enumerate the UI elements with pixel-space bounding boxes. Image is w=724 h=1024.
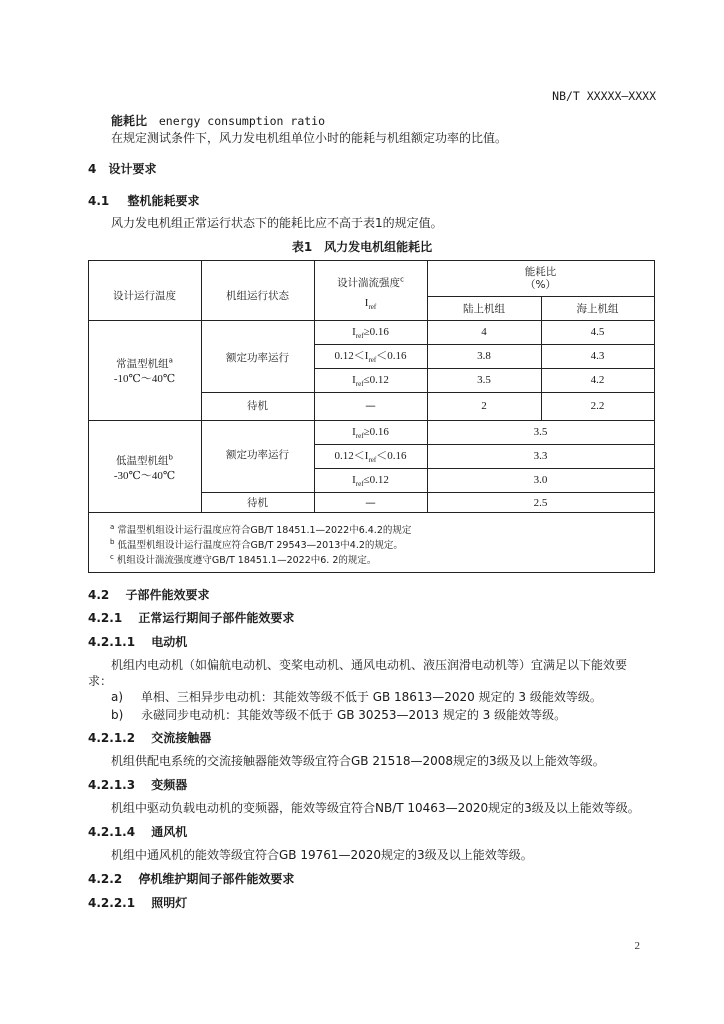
term-zh: 能耗比 [111, 114, 148, 128]
energy-ratio-table [88, 260, 655, 573]
list-text: 单相、三相异步电动机：其能效等级不低于 GB 18613—2020 规定的 3 级能效等级。 [140, 690, 602, 704]
merged-value: 3.5 [533, 426, 548, 438]
section-title: 整机能耗要求 [127, 194, 200, 208]
section-title: 照明灯 [151, 896, 188, 910]
turb-sub: ref [355, 432, 364, 441]
section-4-heading [88, 160, 157, 177]
turb-sub: ref [368, 456, 377, 465]
turb-pre: I [352, 374, 356, 386]
footnote-text: 常温型机组设计运行温度应符合GB/T 18451.1—2022中6.4.2的规定 [117, 525, 412, 536]
term-entry [111, 112, 325, 129]
table-rule [314, 368, 654, 369]
section-number: 4.2 [88, 588, 110, 602]
header-unit-state: 机组运行状态 [226, 290, 289, 302]
onshore-value: 2 [481, 400, 487, 412]
turb-post: ≥0.16 [363, 326, 389, 338]
turb-sub: ref [355, 332, 364, 341]
group-low-rated: 额定功率运行 [226, 449, 289, 461]
document-code: NB/T XXXXX—XXXX [552, 89, 656, 103]
section-4-2-1-4-heading [88, 823, 187, 840]
turb-sub: ref [355, 480, 364, 489]
merged-value: 2.5 [533, 497, 548, 509]
header-ratio-unit: （%） [525, 279, 556, 291]
turb-pre: 0.12＜I [334, 450, 369, 462]
section-title: 子部件能效要求 [125, 588, 210, 602]
table-rule [314, 444, 654, 445]
section-title: 交流接触器 [151, 731, 212, 745]
turb-post: ≤0.12 [363, 474, 389, 486]
turb-pre: 0.12＜I [334, 350, 369, 362]
group-normal-rated: 额定功率运行 [226, 352, 289, 364]
onshore-value: 4 [481, 326, 487, 338]
table-caption: 表1 风力发电机组能耗比 [291, 240, 433, 254]
turb-post: ≥0.16 [363, 426, 389, 438]
section-4-1-heading [88, 192, 199, 209]
table-rule [427, 296, 654, 297]
group-normal-type [88, 356, 201, 370]
turbulence-cell [314, 426, 427, 441]
table-rule [201, 392, 654, 393]
merged-value: 3.3 [533, 450, 548, 462]
unit-type-name: 低温型机组 [116, 455, 169, 467]
standby-label: 待机 [247, 497, 268, 509]
turb-sub: ref [368, 356, 377, 365]
table-rule [314, 344, 654, 345]
list-text: 永磁同步电动机：其能效等级不低于 GB 30253—2013 规定的 3 级能效等级。 [141, 708, 567, 722]
section-number: 4.2.1.3 [88, 778, 136, 792]
turbulence-cell [314, 326, 427, 341]
section-title: 正常运行期间子部件能效要求 [138, 611, 295, 625]
section-number: 4.2.2 [88, 872, 123, 886]
section-number: 4.1 [88, 194, 110, 208]
table-rule [88, 320, 654, 321]
page-number: 2 [634, 940, 640, 952]
turbulence-cell [314, 450, 427, 465]
list-item [111, 688, 602, 705]
table-rule [314, 468, 654, 469]
turb-pre: I [352, 426, 356, 438]
unit-type-name: 常温型机组 [116, 358, 169, 370]
section-4-2-1-3-text: 机组中驱动负载电动机的变频器，能效等级宜符合NB/T 10463—2020规定的3级及以上能效等级。 [111, 801, 640, 815]
footnote-mark: a [168, 356, 173, 365]
section-number: 4.2.1 [88, 611, 123, 625]
list-marker: b) [111, 708, 124, 722]
group-normal-range: -10℃～40℃ [113, 373, 176, 385]
section-4-2-1-2-heading [88, 729, 211, 746]
header-iref [314, 297, 427, 312]
table-footnote [110, 537, 403, 551]
table-rule [88, 512, 654, 513]
section-number: 4.2.2.1 [88, 896, 136, 910]
list-item [111, 706, 566, 723]
footnote-mark: b [110, 537, 115, 546]
section-4-2-1-heading [88, 609, 294, 626]
section-title: 停机维护期间子部件能效要求 [138, 872, 295, 886]
iref-subscript: ref [368, 303, 377, 312]
header-design-temp: 设计运行温度 [113, 290, 176, 302]
group-low-range: -30℃～40℃ [113, 470, 176, 482]
footnote-text: 机组设计湍流强度遵守GB/T 18451.1—2022中6. 2的规定。 [116, 555, 377, 566]
section-4-2-2-heading [88, 870, 294, 887]
table-rule [88, 420, 654, 421]
header-ratio: 能耗比 [524, 266, 557, 278]
turb-pre: I [352, 474, 356, 486]
iref-symbol: I [364, 297, 369, 309]
header-turbulence [314, 275, 427, 289]
turb-post: ≤0.12 [363, 374, 389, 386]
offshore-value: 4.3 [590, 350, 605, 362]
footnote-text: 低温型机组设计运行温度应符合GB/T 29543—2013中4.2的规定。 [117, 540, 403, 551]
section-number: 4 [88, 162, 97, 176]
turbulence-cell [314, 350, 427, 365]
list-marker: a) [111, 690, 124, 704]
section-number: 4.2.1.4 [88, 825, 136, 839]
section-4-2-2-1-heading [88, 894, 187, 911]
section-4-2-1-2-text: 机组供配电系统的交流接触器能效等级宜符合GB 21518—2008规定的3级及以上能效等级。 [111, 754, 605, 768]
section-4-1-text: 风力发电机组正常运行状态下的能耗比应不高于表1的规定值。 [111, 216, 443, 230]
term-en: energy consumption ratio [158, 114, 326, 128]
turbulence-cell [314, 474, 427, 489]
group-low-type [88, 453, 201, 467]
section-title: 电动机 [151, 635, 188, 649]
header-offshore: 海上机组 [576, 303, 619, 315]
turb-sub: ref [355, 380, 364, 389]
section-4-2-1-3-heading [88, 776, 187, 793]
section-4-2-1-1-text: 机组内电动机（如偏航电动机、变桨电动机、通风电动机、液压润滑电动机等）宜满足以下能效要 [111, 658, 628, 672]
footnote-mark: c [400, 275, 404, 284]
merged-value: 3.0 [533, 474, 548, 486]
section-4-2-1-1-text-cont: 求： [88, 674, 113, 688]
onshore-value: 3.8 [477, 350, 491, 362]
section-4-2-1-1-heading [88, 633, 187, 650]
table-footnote [110, 522, 411, 536]
offshore-value: 4.2 [590, 374, 605, 386]
footnote-mark: b [168, 453, 173, 462]
turb-post: ＜0.16 [376, 350, 407, 362]
table-footnote [110, 552, 376, 566]
offshore-value: 2.2 [590, 400, 605, 412]
term-definition: 在规定测试条件下，风力发电机组单位小时的能耗与机组额定功率的比值。 [111, 131, 508, 145]
section-title: 变频器 [151, 778, 188, 792]
section-number: 4.2.1.1 [88, 635, 136, 649]
table-rule [201, 492, 654, 493]
footnote-mark: c [110, 552, 114, 561]
section-4-2-1-4-text: 机组中通风机的能效等级宜符合GB 19761—2020规定的3级及以上能效等级。 [111, 848, 533, 862]
section-number: 4.2.1.2 [88, 731, 136, 745]
standby-turbulence: — [365, 497, 376, 509]
turbulence-cell [314, 374, 427, 389]
section-title: 设计要求 [108, 162, 157, 176]
header-onshore: 陆上机组 [463, 303, 505, 315]
section-4-2-heading [88, 586, 209, 603]
onshore-value: 3.5 [477, 374, 491, 386]
section-title: 通风机 [151, 825, 188, 839]
turb-post: ＜0.16 [376, 450, 407, 462]
standby-turbulence: — [365, 400, 376, 412]
footnote-mark: a [110, 522, 115, 531]
offshore-value: 4.5 [590, 326, 605, 338]
turb-pre: I [352, 326, 356, 338]
header-turbulence-label: 设计湍流强度 [337, 277, 401, 289]
standby-label: 待机 [247, 400, 268, 412]
